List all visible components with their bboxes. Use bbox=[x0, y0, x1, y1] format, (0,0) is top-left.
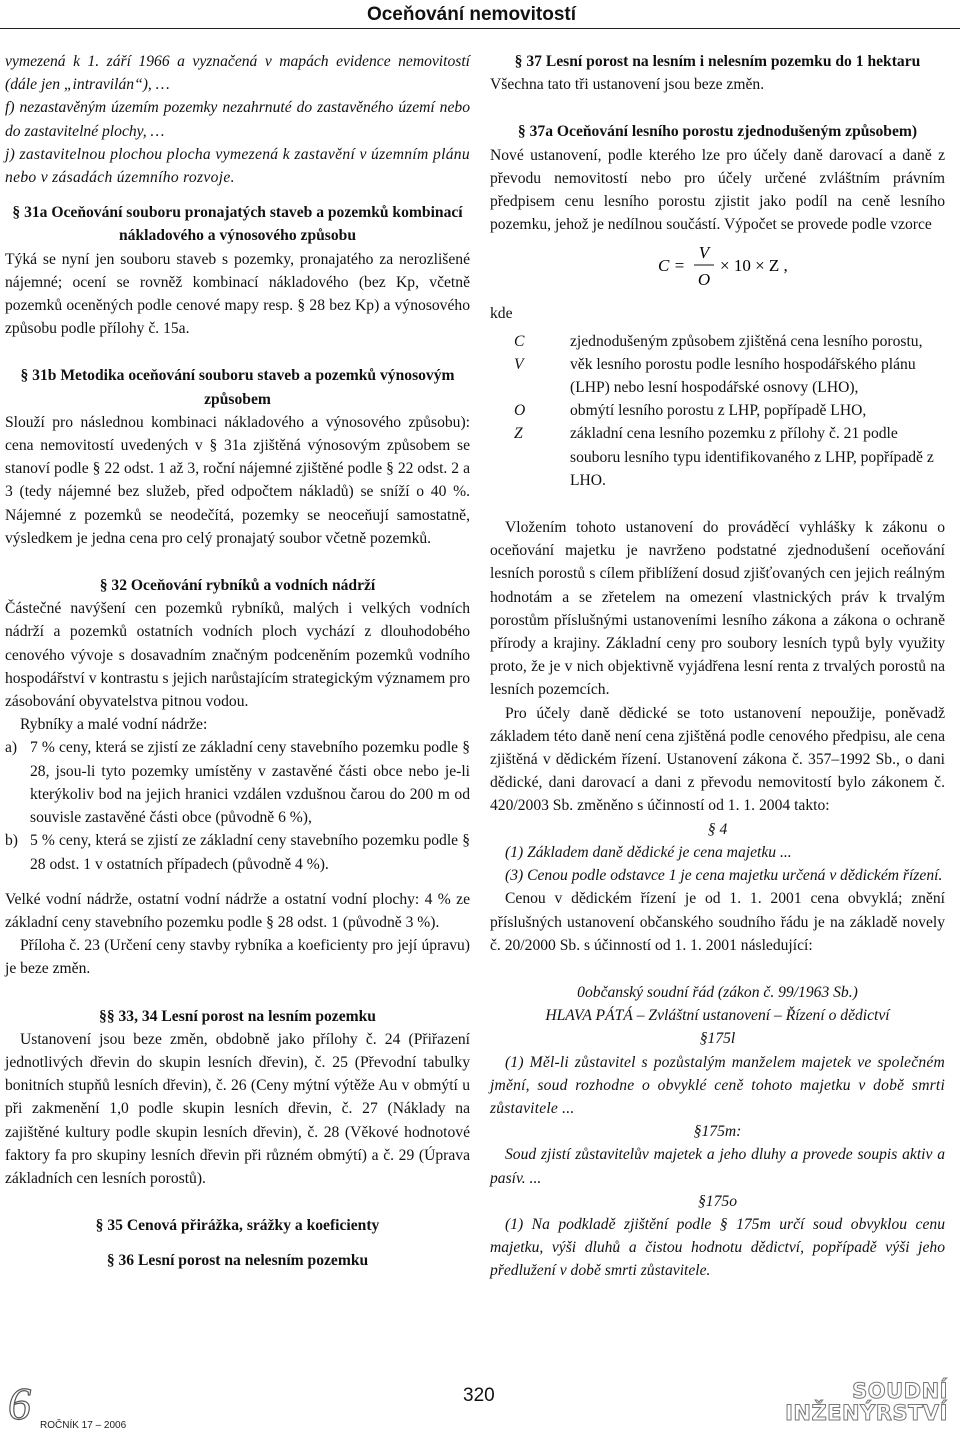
section-33-34-text: Ustanovení jsou beze změn, obdobně jako přílohy č. 24 (Přiřazení jednotlivých dřevin do skupin lesních dřevin), č. 25 (Převodní tabulky bonitních stupňů lesních dřevin), č. 26 (Ceny mýtní výtěže Au v obmýtí u při zakmenění 1,0 podle skupin lesních dřevin, č. 27 (Náklady na zajištěné kultury podle skupin lesních dřevin), č. 28 (Věkové hodnotové faktory fa pro skupiny lesních dřevin při různém obmýtí) a č. 29 (Úprava základních cen lesních porostů). bbox=[5, 1030, 470, 1187]
intro-item-f: f) nezastavěným územím pozemky nezahrnuté do zastavěného území nebo do zastavitelné plochy, … bbox=[5, 99, 470, 140]
list-item-text: 5 % ceny, která se zjistí ze základní ceny stavebního pozemku podle § 28 odst. 1 v ostatních případech (původně 4 %). bbox=[30, 832, 470, 873]
quote-paragraph-1: (1) Základem daně dědické je cena majetku ... bbox=[505, 843, 792, 861]
section-31b-heading: § 31b Metodika oceňování souboru staveb a pozemků výnosovým způsobem bbox=[20, 367, 455, 408]
kde-label: kde bbox=[490, 305, 513, 323]
list-item-label: a) bbox=[5, 739, 18, 757]
section-31b-text: Slouží pro následnou kombinaci nákladového a výnosového způsobu): cena nemovitostí uvedených v § 31a zjištěná výnosovým způsobem se stanoví podle § 22 odst. 1 až 3, roční nájemné zjištěné podle § 22 odst. 2 a 3 (tedy nájemné bez služeb, před odpočtem nákladů) se sníží o 40 %. Nájemné z pozemků se neodečítá, pozemky se neoceňují samostatně, výsledkem je jedna cena pro celý pronajatý soubor včetně pozemků. bbox=[5, 413, 470, 547]
running-header-title: Oceňování nemovitostí bbox=[366, 4, 576, 25]
list-item bbox=[5, 736, 470, 829]
formula-numerator: V bbox=[698, 243, 710, 263]
section-31a-heading: § 31a Oceňování souboru pronajatých staveb a pozemků kombinací nákladového a výnosového způsobu bbox=[12, 204, 463, 245]
formula bbox=[490, 236, 945, 296]
section-32-heading: § 32 Oceňování rybníků a vodních nádrží bbox=[99, 577, 376, 595]
paragraph-cenou: Cenou v dědickém řízení je od 1. 1. 2001 cena obvyklá; znění příslušných ustanovení občanského soudního řádu je na základě novely č. 20/2000 Sb. s účinností od 1. 1. 2001 následující: bbox=[490, 890, 945, 954]
section-32-paragraph-2: Rybníky a malé vodní nádrže: bbox=[20, 716, 208, 734]
formula-denominator: O bbox=[697, 270, 711, 290]
list-item-text: 7 % ceny, která se zjistí ze základní ceny stavebního pozemku podle § 28, jsou-li tyto pozemky umístěny v zastavěné části obce nebo je-li kterýkoliv bod na jejich hranici vzdálen vzdušnou čarou do 200 m od souvisle zastavěné části obce (původně 6 %), bbox=[30, 739, 470, 827]
section-32-paragraph-3: Velké vodní nádrže, ostatní vodní nádrže a ostatní vodní plochy: 4 % ze základní ceny stavebního pozemku podle § 28 odst. 1 (původně 3 %). bbox=[5, 890, 470, 931]
formula-lhs: C = bbox=[658, 256, 686, 276]
formula-graphic bbox=[640, 236, 800, 294]
section-37a-text: Nové ustanovení, podle kterého lze pro účely daně darovací a daně z převodu nemovitostí nebo pro účely určené zvláštním právním předpisem cenu lesního porostu zjistit jako podíl na ceně lesního pozemku, jehož je nedílnou součástí. Výpočet se provede podle vzorce bbox=[490, 146, 945, 234]
formula-rhs: × 10 × Z , bbox=[720, 256, 788, 276]
issue-label: ROČNÍK 17 – 2006 bbox=[40, 1420, 127, 1431]
section-32-paragraph-4: Příloha č. 23 (Určení ceny stavby rybníka a koeficienty pro její úpravu) je beze změn. bbox=[5, 937, 470, 978]
header-rule bbox=[0, 28, 960, 29]
section-33-34-heading: §§ 33, 34 Lesní porost na lesním pozemku bbox=[99, 1007, 376, 1025]
list-item bbox=[490, 422, 945, 492]
osr-175o-text: (1) Na podkladě zjištění podle § 175m určí soud obvyklou cenu majetku, výši dluhů a čistou hodnotu dědictví, popřípadě výši jeho předlužení v době smrti zůstavitele. bbox=[490, 1215, 945, 1280]
paragraph-dedicke: Pro účely daně dědické se toto ustanovení nepoužije, poněvadž základem této daně není cena zjištěná podle cenového předpisu, ale cena zjištěná v dědickém řízení. Ustanovení zákona č. 357–1992 Sb., o dani dědické, dani darovací a dani z převodu nemovitostí bylo zákonem č. 420/2003 Sb. změněno s účinností od 1. 1. 2004 takto: bbox=[490, 704, 945, 815]
list-item bbox=[490, 399, 945, 422]
list-item bbox=[5, 829, 470, 875]
journal-name-logo bbox=[785, 1380, 948, 1424]
definition-text: základní cena lesního pozemku z přílohy č. 21 podle souboru lesního typu identifikovaného z LHP, popřípadě z LHO. bbox=[570, 425, 934, 489]
quote-section-4: § 4 bbox=[707, 820, 728, 838]
section-36-heading: § 36 Lesní porost na nelesním pozemku bbox=[106, 1252, 369, 1270]
intro-paragraph: vymezená k 1. září 1966 a vyznačená v mapách evidence nemovitostí (dále jen „intravilán“), … bbox=[5, 53, 470, 94]
list-item bbox=[490, 330, 945, 353]
logo-numeral: 6 bbox=[8, 1383, 31, 1423]
definitions-list bbox=[490, 330, 945, 492]
osr-175m-text: Soud zjistí zůstavitelův majetek a jeho dluhy a provede soupis aktiv a pasív. ... bbox=[490, 1146, 945, 1187]
list-item-label: b) bbox=[5, 832, 18, 850]
quote-paragraph-3: (3) Cenou podle odstavce 1 je cena majetku určená v dědickém řízení. bbox=[505, 867, 943, 885]
intro-item-j: j) zastavitelnou plochou plocha vymezená k zastavění v územním plánu nebo v zásadách územního rozvoje. bbox=[5, 145, 470, 187]
section-37-heading: § 37 Lesní porost na lesním i nelesním pozemku do 1 hektaru bbox=[514, 53, 921, 70]
osr-175l-heading: §175l bbox=[699, 1030, 736, 1048]
definition-symbol: Z bbox=[514, 425, 523, 443]
definition-symbol: O bbox=[514, 402, 526, 420]
osr-175m-heading: §175m: bbox=[693, 1123, 742, 1141]
page-number: 320 bbox=[463, 1385, 495, 1406]
journal-name-line-1: SOUDNÍ bbox=[852, 1379, 948, 1403]
journal-logo-icon bbox=[6, 1383, 40, 1423]
osr-175o-heading: §175o bbox=[698, 1192, 737, 1210]
section-31a-text: Týká se nyní jen souboru staveb s pozemky, pronajatého za nerozlišené nájemné; ocení se rovněž kombinací nákladového (bez Kp, včetně pozemků oceněných podle cenové mapy resp. § 28 bez Kp) a výnosového způsobu podle přílohy č. 15a. bbox=[5, 250, 470, 338]
left-column bbox=[5, 50, 470, 1273]
right-column bbox=[490, 50, 945, 1283]
definition-text: obmýtí lesního porostu z LHP, popřípadě LHO, bbox=[570, 402, 867, 420]
list-item bbox=[490, 353, 945, 399]
osr-175l-text: (1) Měl-li zůstavitel s pozůstalým manželem majetek ve společném jmění, soud rozhodne o obvyklé ceně tohoto majetku v době smrti zůstavitele ... bbox=[490, 1053, 945, 1117]
definition-symbol: C bbox=[514, 332, 525, 350]
journal-name-line-2: INŽENÝRSTVÍ bbox=[785, 1401, 948, 1425]
osr-title: 0občanský soudní řád (zákon č. 99/1963 Sb.) bbox=[577, 983, 858, 1001]
section-37a-heading: § 37a Oceňování lesního porostu zjednodušeným způsobem) bbox=[517, 123, 918, 141]
definition-text: zjednodušeným způsobem zjištěná cena lesního porostu, bbox=[570, 332, 923, 350]
section-37-text: Všechna tato tři ustanovení jsou beze změn. bbox=[490, 76, 765, 94]
paragraph-vlozenim: Vložením tohoto ustanovení do prováděcí vyhlášky k zákonu o oceňování majetku je navrženo podstatné zjednodušení oceňování lesních porostů s cílem přiblížení dosud zjišťovaných cen jejich reálným hodnotám a se zřetelem na omezení vlastnických práv k trvalým porostům příslušnými ustanoveními lesního zákona a zákona o ochraně přírody a krajiny. Základní ceny pro soubory lesních typů byly využity proto, že je v nich objektivně vyjádřena lesní renta z trvalých porostů na lesních pozemcích. bbox=[490, 519, 945, 699]
definition-symbol: V bbox=[514, 355, 524, 373]
section-32-paragraph-1: Částečné navýšení cen pozemků rybníků, malých i velkých vodních nádrží a pozemků ostatních vodních ploch vychází z dlouhodobého cenového vývoje s dosavadním značným podceněním pozemků vodního hospodářství v kontrastu s jejich narůstajícím strategickým významem pro zásobování obyvatelstva pitnou vodou. bbox=[5, 600, 470, 711]
osr-hlava: HLAVA PÁTÁ – Zvláštní ustanovení – Řízení o dědictví bbox=[545, 1007, 890, 1025]
section-35-heading: § 35 Cenová přirážka, srážky a koeficienty bbox=[95, 1217, 380, 1235]
definition-text: věk lesního porostu podle lesního hospodářského plánu (LHP) nebo lesní hospodářské osnovy (LHO), bbox=[570, 355, 916, 397]
